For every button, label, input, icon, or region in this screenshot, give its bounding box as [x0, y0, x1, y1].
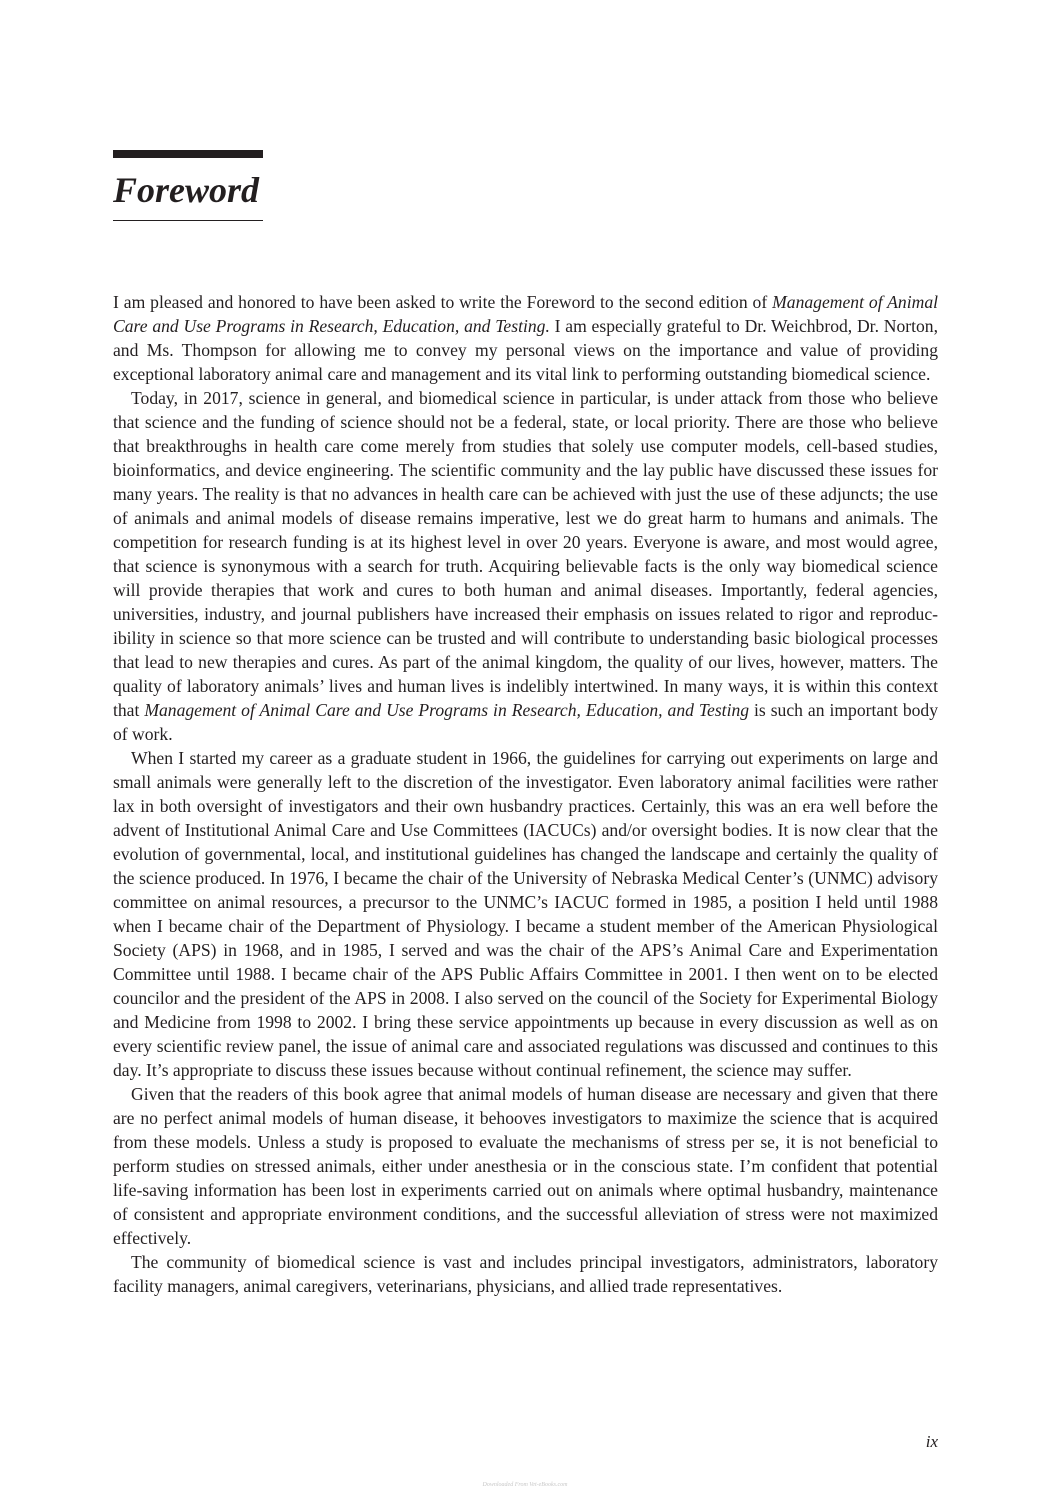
heading-rule-bottom: [113, 220, 263, 221]
download-watermark: Downloaded From Vet-eBooks.com: [482, 1482, 568, 1488]
page-number: ix: [925, 1432, 938, 1451]
paragraph-5: [113, 1250, 938, 1298]
paragraph-1: [113, 290, 938, 386]
paragraph-text: I am pleased and honored to have been asked to write the Foreword to the second edition of: [113, 292, 773, 312]
paragraph-text: Given that the readers of this book agree that animal models of human disease are necessary and given that there are no perfect animal models of human disease, it behooves investigators to maximize the science that is acquired from these models. Unless a study is proposed to evaluate the mechanisms of stress per se, it is not beneficial to perform studies on stressed animals, either under anesthesia or in the conscious state. I’m confident that potential life-saving information has been lost in experiments carried out on animals where optimal husbandry, maintenance of consistent and appropriate environment conditions, and the successful alleviation of stress were not maximized effectively.: [113, 1084, 938, 1248]
book-title-italic: Management of Animal Care and Use Programs in Research, Education, and Testing.: [113, 292, 938, 336]
foreword-body: [113, 290, 938, 1298]
paragraph-text: When I started my career as a graduate student in 1966, the guidelines for carrying out experiments on large and small animals were generally left to the discretion of the investigator. Even laboratory animal facilities were rather lax in both oversight of investigators and their own husbandry practices. Certainly, this was an era well before the advent of Institutional Animal Care and Use Committees (IACUCs) and/​or oversight bodies. It is now clear that the evolution of governmental, local, and institutional guidelines has changed the landscape and certainly the quality of the science produced. In 1976, I became the chair of the University of Nebraska Medical Center’s (UNMC) advisory committee on animal resources, a precursor to the UNMC’s IACUC formed in 1985, a position I held until 1988 when I became chair of the Department of Physiology. I became a student member of the American Physiological Society (APS) in 1968, and in 1985, I served and was the chair of the APS’s Animal Care and Experimentation Committee until 1988. I became chair of the APS Public Affairs Committee in 2001. I then went on to be elected councilor and the president of the APS in 2008. I also served on the council of the Society for Experimental Biology and Medicine from 1998 to 2002. I bring these service appointments up because in every discussion as well as on every scientific review panel, the issue of animal care and associated regulations was discussed and continues to this day. It’s appropriate to discuss these issues because without continual refinement, the science may suffer.: [113, 748, 938, 1080]
paragraph-text: The community of biomedical science is vast and includes principal investigators, administrators, laboratory facility managers, animal caregivers, veterinarians, physicians, and allied trade representatives.: [113, 1252, 938, 1296]
book-title-italic: Management of Animal Care and Use Programs in Research, Education, and Testing: [144, 700, 750, 720]
heading-rule-top: [113, 150, 263, 158]
paragraph-text: Today, in 2017, science in general, and biomedical science in particular, is under attack from those who believe that science and the funding of science should not be a federal, state, or local priority. There are those who believe that breakthroughs in health care come merely from studies that solely use computer models, cell-based studies, bioinformatics, and device engineering. The scientific community and the lay public have discussed these issues for many years. The reality is that no advances in health care can be achieved with just the use of these adjuncts; the use of animals and animal models of disease remains imperative, lest we do great harm to humans and animals. The competition for research funding is at its highest level in over 20 years. Everyone is aware, and most would agree, that science is synonymous with a search for truth. Acquiring believable facts is the only way biomedical science will provide therapies that work and cures to both human and animal diseases. Importantly, federal agencies, universities, industry, and journal publishers have increased their emphasis on issues related to rigor and reproducibility in science so that more science can be trusted and will contribute to understanding basic biological processes that lead to new therapies and cures. As part of the animal kingdom, the quality of our lives, however, matters. The quality of laboratory animals’ lives and human lives is indelibly intertwined. In many ways, it is within this context that: [113, 388, 938, 720]
paragraph-text: I am especially grateful to Dr. Weichbrod, Dr. Norton, and Ms. Thompson for allowing me to convey my personal views on the importance and value of providing exceptional laboratory animal care and management and its vital link to performing outstanding biomedical science.: [113, 316, 938, 384]
paragraph-2: [113, 386, 938, 746]
paragraph-3: [113, 746, 938, 1082]
page-title: Foreword: [113, 170, 260, 210]
chapter-heading: [113, 150, 263, 221]
paragraph-4: [113, 1082, 938, 1250]
paragraph-text: is such an important body of work.: [113, 700, 939, 744]
